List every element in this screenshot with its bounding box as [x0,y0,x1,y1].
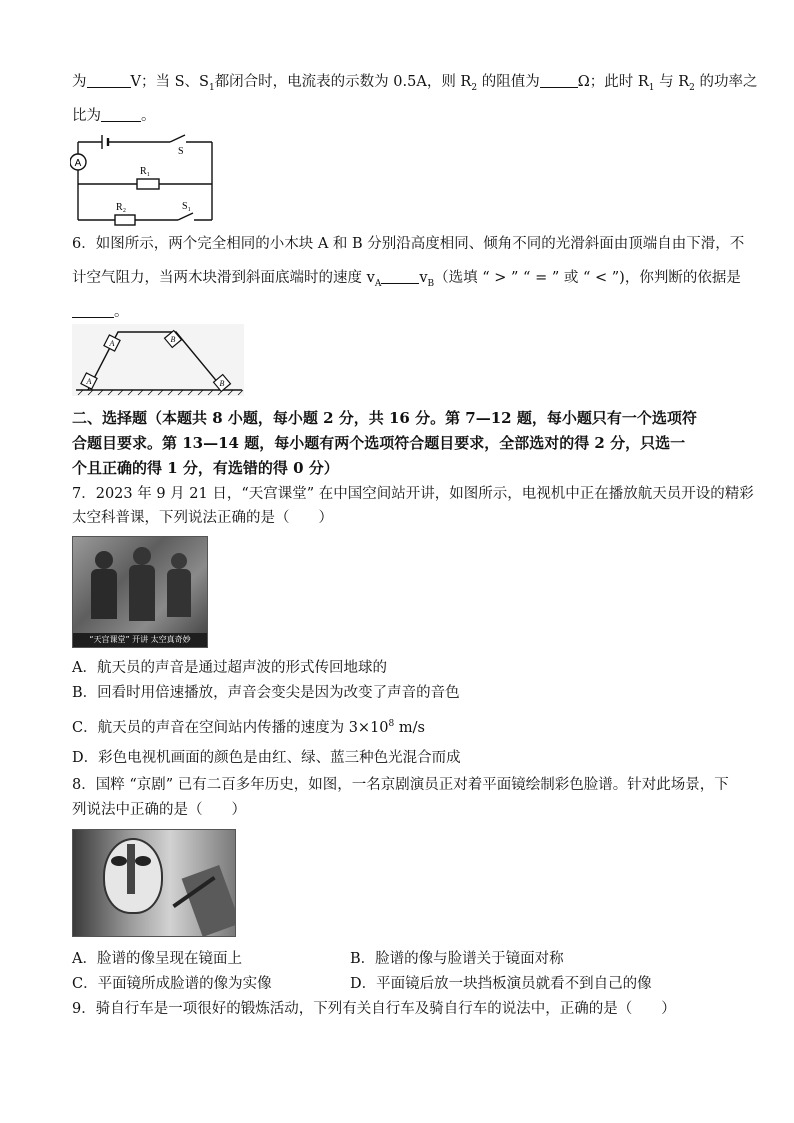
answer-blank [381,269,419,284]
q8-line1: 8．国粹 “京剧” 已有二百多年历史，如图，一名京剧演员正对着平面镜绘制彩色脸谱。针对此场景，下 [72,777,729,793]
q8-option-d: D．平面镜后放一块挡板演员就看不到自己的像 [350,976,652,992]
q6-line3: 。 [72,302,129,322]
answer-blank [101,107,141,122]
r1-label: R₁ [140,166,151,177]
switch-s1-label: S₁ [182,201,192,212]
section2-line3: 个且正确的得 1 分，有选错的得 0 分） [72,459,339,477]
r2-label: R₂ [116,202,127,213]
q6-line1: 6．如图所示，两个完全相同的小木块 A 和 B 分别沿高度相同、倾角不同的光滑斜面由顶端自由下滑，不 [72,236,745,252]
q5-line2: 比为 。 [72,108,156,124]
peking-opera-mirror-photo [72,829,236,937]
ammeter-label: A [74,158,82,169]
circuit-diagram [70,132,220,228]
q8-option-b: B．脸谱的像与脸谱关于镜面对称 [350,951,564,967]
block-a-top: A [109,339,115,348]
q7-line1: 7．2023 年 9 月 21 日，“天宫课堂” 在中国空间站开讲，如图所示，电视机中正在播放航天员开设的精彩 [72,486,754,502]
answer-blank [72,303,114,318]
block-b-top: B [170,335,176,344]
q8-line2: 列说法中正确的是（ ） [72,802,246,818]
section2-line2: 合题目要求。第 13—14 题，每小题有两个选项符合题目要求，全部选对的得 2 分，只选一 [72,434,686,452]
section2-line1: 二、选择题（本题共 8 小题，每小题 2 分，共 16 分。第 7—12 题，每小题只有一个选项符 [72,409,697,427]
q8-option-c: C．平面镜所成脸谱的像为实像 [72,976,272,992]
q6-line2: 计空气阻力，当两木块滑到斜面底端时的速度 $v_A$ $v_B$（选填 “ > ” “ = ” 或 “ < ”)，你判断的依据是 [72,270,741,289]
photo-caption: “天宫课堂” 开讲 太空真奇妙 [73,633,207,647]
q7-option-c: C．航天员的声音在空间站内传播的速度为 $3\times 10^8$ m/s [72,719,425,736]
tiangong-classroom-photo [72,536,208,648]
q7-option-d: D．彩色电视机画面的颜色是由红、绿、蓝三种色光混合而成 [72,750,461,766]
q7-option-b: B．回看时用倍速播放，声音会变尖是因为改变了声音的音色 [72,685,460,701]
q9-line1: 9．骑自行车是一项很好的锻炼活动，下列有关自行车及骑自行车的说法中，正确的是（ ） [72,1001,676,1017]
q7-line2: 太空科普课，下列说法正确的是（ ） [72,510,333,526]
q5-line1: 为 V；当 S、$S_1$都闭合时，电流表的示数为 0.5A，则 $R_2$ 的阻值为 Ω；此时 $R_1$ 与 $R_2$ 的功率之 [72,74,758,93]
block-a-bottom: A [86,377,92,386]
answer-blank [87,73,131,88]
answer-blank [540,73,578,88]
q8-option-a: A．脸谱的像呈现在镜面上 [72,951,242,967]
incline-figure [72,324,244,396]
block-b-bottom: B [219,379,225,388]
q7-option-a: A．航天员的声音是通过超声波的形式传回地球的 [72,660,387,676]
switch-s-label: S [178,146,184,157]
